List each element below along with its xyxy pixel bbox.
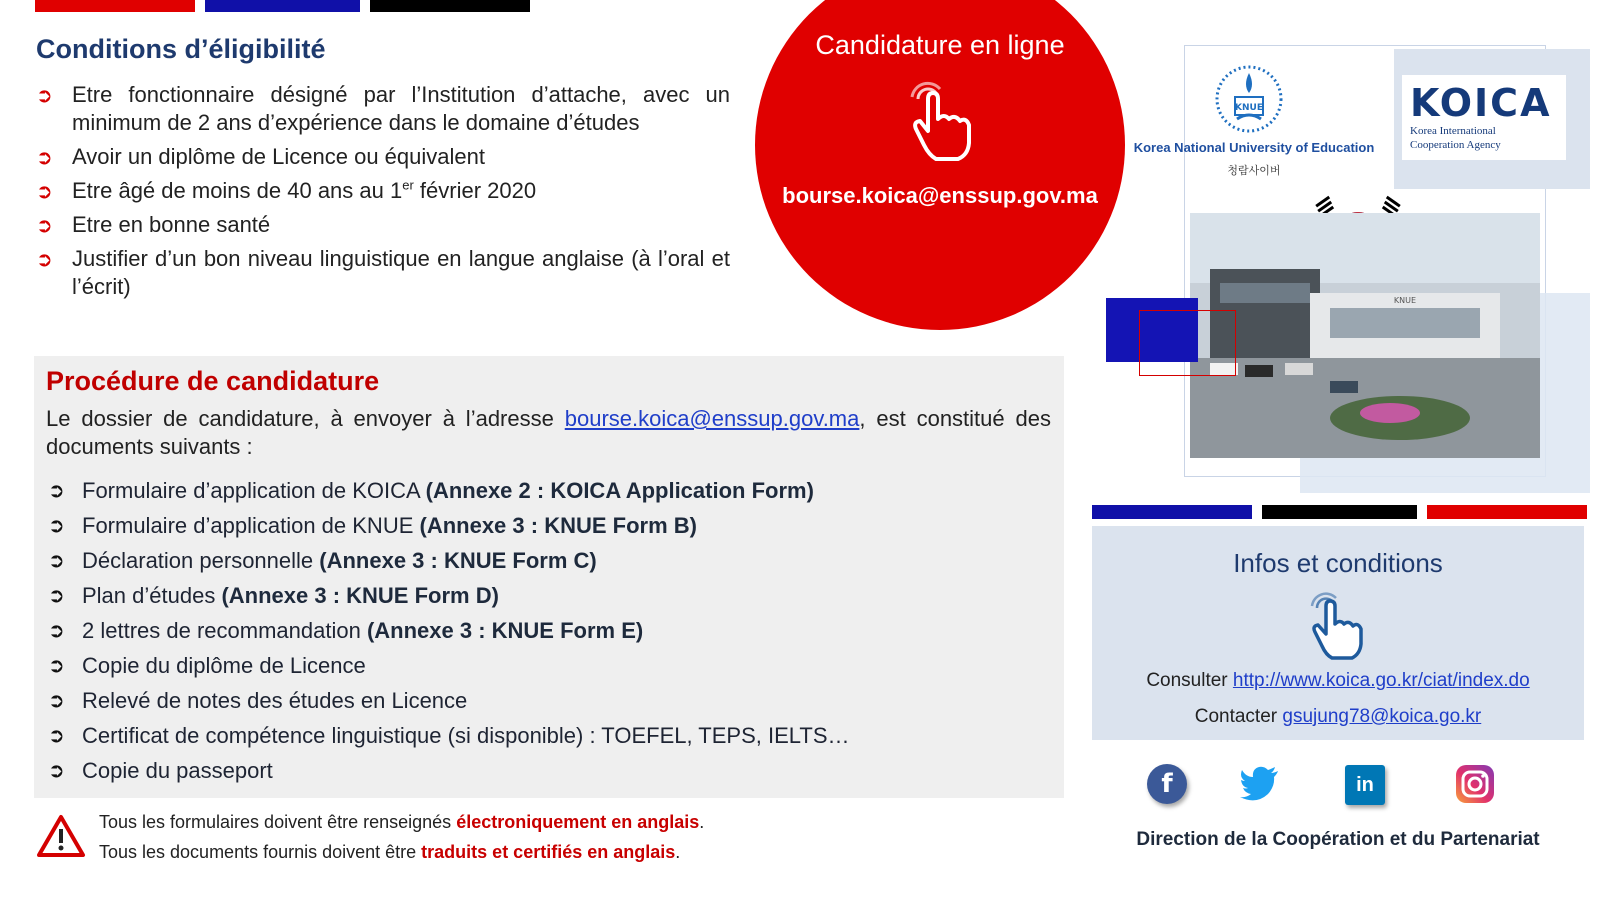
list-item: ➲ Copie du diplôme de Licence [34,648,1064,683]
koica-sub2: Cooperation Agency [1410,139,1501,151]
mid-bar-red [1427,505,1587,519]
koica-name: KOICA [1410,81,1552,125]
arrow-right-icon: ➲ [48,758,65,782]
knue-badge-text: KNUE [1235,103,1263,113]
mid-bar-black [1262,505,1417,519]
list-item: ➲ Certificat de compétence linguistique (si disponible) : TOEFEL, TEPS, IELTS… [34,718,1064,753]
pointing-hand-icon[interactable] [900,75,980,163]
building-sign: KNUE [1393,296,1417,305]
consult-line: Consulter http://www.koica.go.kr/ciat/index.do [1146,670,1530,691]
arrow-right-icon: ➲ [48,513,65,537]
instagram-icon[interactable] [1455,764,1495,804]
list-item: ➲ Formulaire d’application de KNUE (Annexe 3 : KNUE Form B) [34,508,1064,543]
twitter-icon[interactable] [1240,766,1280,802]
koica-sub1: Korea International [1410,125,1496,137]
list-item: ➲ 2 lettres de recommandation (Annexe 3 : KNUE Form E) [34,613,1064,648]
koica-website-link[interactable]: http://www.koica.go.kr/ciat/index.do [1232,670,1530,691]
contact-email-link[interactable]: gsujung78@koica.go.kr [1282,706,1482,727]
info-panel [1092,526,1584,740]
linkedin-icon[interactable]: in [1345,765,1385,805]
top-bar-red [35,0,195,12]
list-item: ➲ Relevé de notes des études en Licence [34,683,1064,718]
list-item: ➲ Plan d’études (Annexe 3 : KNUE Form D) [34,578,1064,613]
eligibility-section [36,34,730,307]
application-email[interactable]: bourse.koica@enssup.gov.ma [782,183,1098,208]
arrow-right-icon: ➲ [36,179,53,203]
arrow-right-icon: ➲ [48,618,65,642]
top-bar-black [370,0,530,12]
eligibility-list [36,81,730,301]
list-item: ➲ Justifier d’un bon niveau linguistique en langue anglaise (à l’oral et l’écrit) [36,246,730,299]
list-item: ➲ Etre en bonne santé [36,212,271,237]
logo-collage [1120,45,1590,495]
knue-korean: 청람사이버 [1227,165,1281,177]
arrow-right-icon: ➲ [48,478,65,502]
procedure-title: Procédure de candidature [46,366,380,396]
accent-red-outline [1139,310,1236,376]
top-bar-blue [205,0,360,12]
arrow-right-icon: ➲ [36,247,53,271]
list-item: ➲ Etre fonctionnaire désigné par l’Institution d’attache, avec un minimum de 2 ans d’expérience dans le domaine d’études [36,82,730,135]
info-title: Infos et conditions [1233,548,1443,578]
arrow-right-icon: ➲ [48,548,65,572]
arrow-right-icon: ➲ [48,723,65,747]
procedure-section [34,356,1064,798]
application-circle[interactable] [755,0,1125,330]
procedure-intro: Le dossier de candidature, à envoyer à l’adresse bourse.koica@enssup.gov.ma, est constitué des documents suivants : [46,406,1051,459]
warning-text [99,807,859,867]
knue-emblem [1213,63,1285,135]
arrow-right-icon: ➲ [48,688,65,712]
arrow-right-icon: ➲ [36,145,53,169]
warning-triangle-icon [36,814,86,858]
list-item: ➲ Déclaration personnelle (Annexe 3 : KNUE Form C) [34,543,1064,578]
campus-photo [1190,213,1540,458]
warning-line-2: Tous les documents fournis doivent être traduits et certifiés en anglais. [99,842,681,862]
knue-name: Korea National University of Education [1133,140,1375,155]
arrow-right-icon: ➲ [36,213,53,237]
list-item: ➲ Formulaire d’application de KOICA (Annexe 2 : KOICA Application Form) [34,473,1064,508]
arrow-right-icon: ➲ [36,83,53,107]
list-item: ➲ Avoir un diplôme de Licence ou équivalent [36,144,485,169]
arrow-right-icon: ➲ [48,583,65,607]
list-item: ➲ Copie du passeport [34,753,1064,788]
list-item: ➲ Etre âgé de moins de 40 ans au 1er février 2020 [36,177,537,203]
arrow-right-icon: ➲ [48,653,65,677]
facebook-icon[interactable]: f [1147,764,1187,804]
mid-bar-blue [1092,505,1252,519]
footer-organization: Direction de la Coopération et du Partenariat [1136,829,1540,850]
documents-list [34,473,1064,788]
application-title: Candidature en ligne [815,30,1065,60]
contact-line: Contacter gsujung78@koica.go.kr [1194,706,1482,727]
eligibility-title: Conditions d’éligibilité [36,34,326,64]
koica-logo [1402,75,1566,160]
pointing-hand-icon[interactable] [1302,586,1370,662]
warning-line-1: Tous les formulaires doivent être renseignés électroniquement en anglais. [99,812,705,832]
email-link[interactable]: bourse.koica@enssup.gov.ma [564,406,860,431]
